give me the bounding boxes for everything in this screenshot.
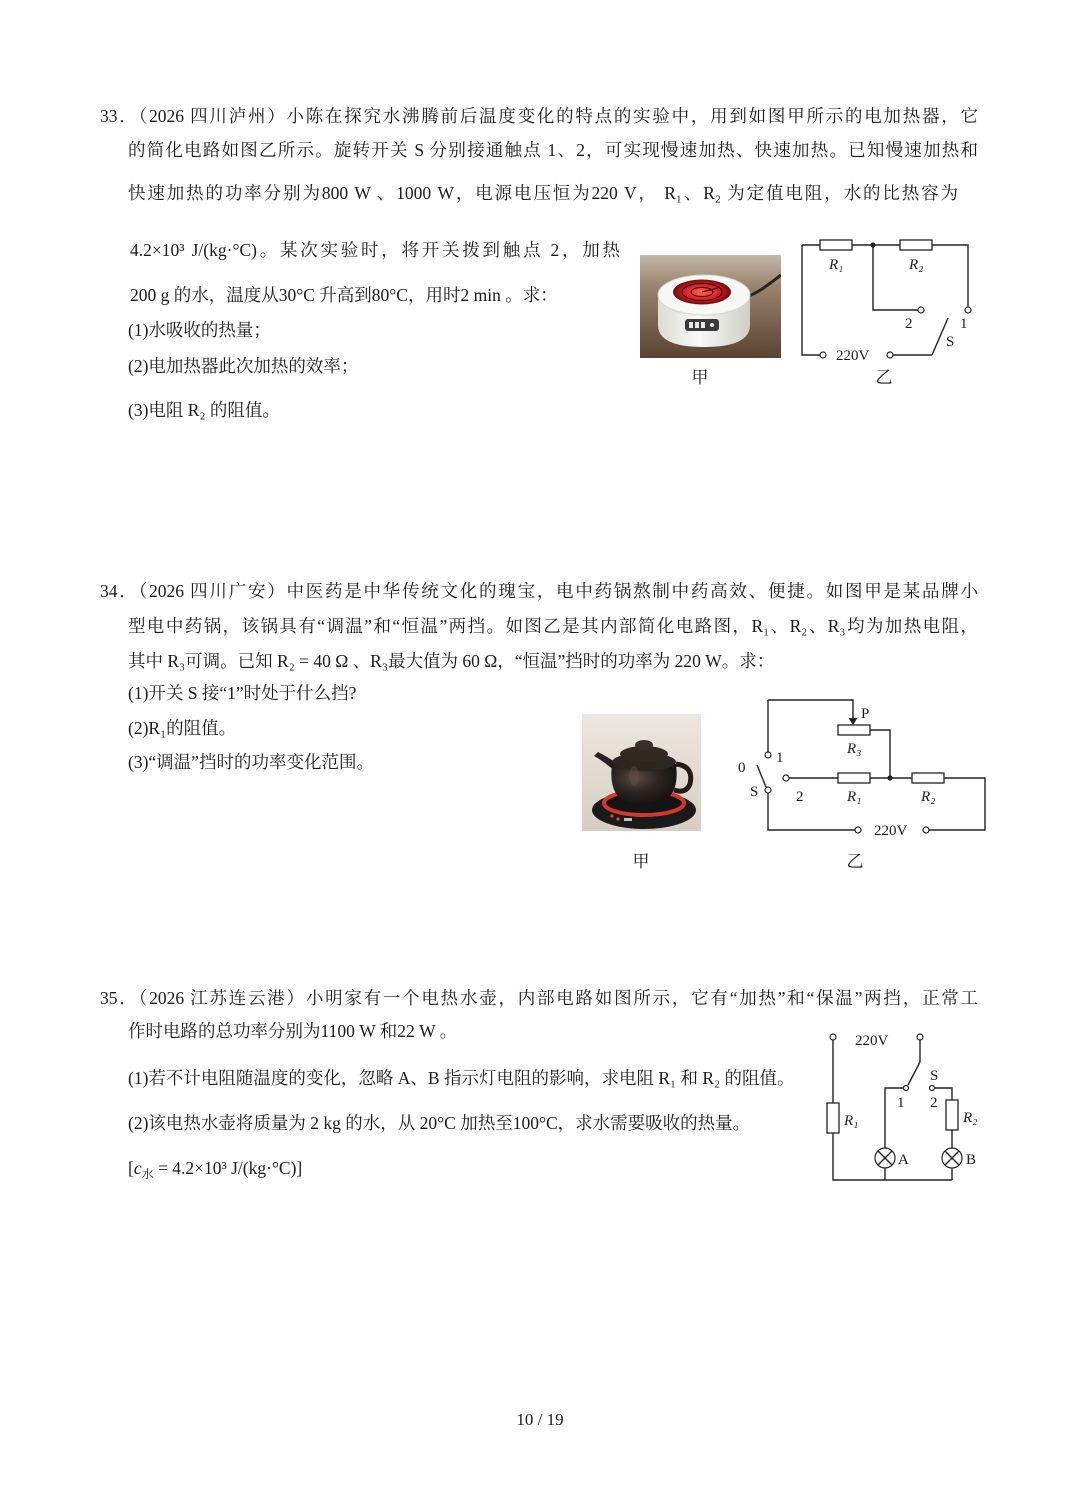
- lamp-b-symbol: [942, 1148, 962, 1168]
- source-terminal-left: [855, 827, 861, 833]
- question-35-stem-line: [100, 985, 978, 1011]
- question-34-part-3: (3)“调温”挡时的功率变化范围。: [128, 752, 374, 772]
- contact-0-label: 0: [738, 760, 746, 776]
- question-33-part-1: (1)水吸收的热量；: [128, 320, 271, 340]
- contact-2-terminal: [783, 775, 789, 781]
- question-35-part-2: (2)该电热水壶将质量为 2 kg 的水，从 20°C 加热至100°C，求水需要吸收的热量。: [128, 1113, 751, 1133]
- figure-34-circuit-caption: 乙: [846, 852, 864, 871]
- lamp-a-symbol: [875, 1148, 895, 1168]
- question-33-stem-line: 200 g 的水，温度从30°C 升高到80°C，用时2 min 。求：: [130, 285, 558, 305]
- contact-1-terminal: [904, 1086, 909, 1091]
- switch-pivot: [765, 787, 771, 793]
- formula-value: = 4.2×10³ J/(kg·°C)]: [153, 1158, 303, 1178]
- resistor-r1-symbol: [838, 773, 870, 783]
- rheostat-r3-symbol: [838, 725, 870, 735]
- hot-plate-photo: [640, 255, 781, 358]
- rheostat-r3-label: R₃: [847, 741, 862, 757]
- contact-2-label: 2: [930, 1095, 938, 1111]
- source-terminal-right: [923, 827, 929, 833]
- contact-2-label: 2: [796, 789, 804, 805]
- resistor-r1-symbol: [827, 1103, 839, 1133]
- circuit-diagram-33: [796, 236, 976, 366]
- source-voltage-label: 220V: [855, 1033, 889, 1049]
- question-33-part-2: (2)电加热器此次加热的效率；: [128, 356, 359, 376]
- source-terminal-left: [820, 352, 826, 358]
- question-34-stem-line: [100, 578, 978, 604]
- figure-33-photo-caption: 甲: [691, 368, 709, 387]
- contact-1-label: 1: [897, 1095, 905, 1111]
- question-33-stem-line: 的简化电路如图乙所示。旋转开关 S 分别接通触点 1、2，可实现慢速加热、快速加热。已知慢速加热和: [128, 140, 978, 160]
- lamp-b-label: B: [966, 1152, 977, 1168]
- source-voltage-label: 220V: [874, 823, 908, 839]
- switch-label: S: [946, 334, 955, 350]
- contact-1-label: 1: [776, 750, 784, 766]
- source-terminal-right: [887, 352, 893, 358]
- resistor-r2-symbol: [900, 240, 932, 250]
- figure-34-photo-caption: 甲: [632, 852, 650, 871]
- resistor-r1-label: R₁: [847, 789, 862, 805]
- question-33-source: （2026 四川泸州）: [138, 106, 287, 126]
- page-number: 10 / 19: [516, 1410, 564, 1429]
- question-35-source: （2026 江苏连云港）: [138, 988, 306, 1008]
- circuit-wire: [802, 245, 968, 355]
- question-33-stem-text: 小陈在探究水沸腾前后温度变化的特点的实验中，用到如图甲所示的电加热器，它: [286, 106, 979, 126]
- question-35-number: 35．: [100, 988, 139, 1008]
- junction-dot: [870, 242, 875, 247]
- resistor-r1-label: R₁: [844, 1113, 859, 1129]
- resistor-r2-label: R₂: [963, 1110, 978, 1126]
- lamp-a-label: A: [898, 1152, 909, 1168]
- question-33-stem-line: [100, 103, 978, 129]
- contact-2-terminal: [918, 307, 924, 313]
- figure-33-circuit-caption: 乙: [875, 368, 893, 387]
- switch-label: S: [750, 784, 759, 800]
- question-34-number: 34．: [100, 581, 139, 601]
- question-34-part-1: (1)开关 S 接“1”时处于什么挡?: [128, 683, 357, 703]
- source-terminal-left: [830, 1034, 836, 1040]
- formula-variable: c: [133, 1158, 142, 1178]
- contact-1-terminal: [765, 752, 771, 758]
- resistor-r1-symbol: [820, 240, 852, 250]
- resistor-r1-label: R₁: [829, 257, 844, 273]
- question-33-part-3: (3)电阻 R₂ 的阻值。: [128, 400, 280, 420]
- question-34-source: （2026 四川广安）: [138, 581, 287, 601]
- contact-2-label: 2: [905, 316, 913, 332]
- contact-1-terminal: [965, 307, 971, 313]
- question-33-number: 33．: [100, 106, 139, 126]
- contact-2-terminal: [930, 1086, 935, 1091]
- medicine-pot-photo: [582, 714, 701, 831]
- circuit-wire: [768, 700, 985, 830]
- question-35-stem-text: 小明家有一个电热水壶，内部电路如图所示，它有“加热”和“保温”两挡，正常工: [305, 988, 979, 1008]
- circuit-diagram-35: [826, 1026, 990, 1186]
- circuit-diagram-34: [736, 692, 988, 840]
- question-35-stem-line: 作时电路的总功率分别为1100 W 和22 W 。: [128, 1021, 458, 1041]
- source-voltage-label: 220V: [836, 348, 870, 364]
- resistor-r2-label: R₂: [909, 257, 924, 273]
- formula-subscript: 水: [141, 1167, 154, 1181]
- question-34-stem-line: 型电中药锅，该锅具有“调温”和“恒温”两挡。如图乙是其内部简化电路图，R₁、R₂、R₃均为加热电阻，: [128, 616, 978, 636]
- question-34-part-2: (2)R₁的阻值。: [128, 718, 237, 738]
- junction-dot: [887, 775, 892, 780]
- source-terminal-right: [917, 1034, 923, 1040]
- question-34-stem-text: 中医药是中华传统文化的瑰宝，电中药锅熬制中药高效、便捷。如图甲是某品牌小: [286, 581, 979, 601]
- resistor-r2-symbol: [912, 773, 944, 783]
- slider-arrow: [849, 718, 858, 725]
- resistor-r2-symbol: [946, 1100, 958, 1130]
- switch-blade: [757, 765, 766, 787]
- question-33-stem-line: 4.2×10³ J/(kg·°C)。某次实验时，将开关拨到触点 2，加热: [130, 240, 620, 260]
- formula-open-bracket: [: [128, 1158, 134, 1178]
- switch-blade: [908, 1062, 920, 1085]
- resistor-r2-label: R₂: [921, 789, 936, 805]
- switch-label: S: [930, 1068, 939, 1084]
- contact-1-label: 1: [960, 316, 968, 332]
- question-33-stem-line: 快速加热的功率分别为800 W 、1000 W，电源电压恒为220 V， R₁、R₂ 为定值电阻，水的比热容为: [128, 183, 958, 203]
- question-34-stem-line: 其中 R₃可调。已知 R₂ = 40 Ω 、R₃最大值为 60 Ω，“恒温”挡时的功率为 220 W。求：: [128, 651, 775, 671]
- question-35-part-1: (1)若不计电阻随温度的变化，忽略 A、B 指示灯电阻的影响，求电阻 R₁ 和 R₂ 的阻值。: [128, 1068, 795, 1088]
- question-35-given-formula: [128, 1155, 302, 1181]
- slider-p-label: P: [861, 706, 870, 722]
